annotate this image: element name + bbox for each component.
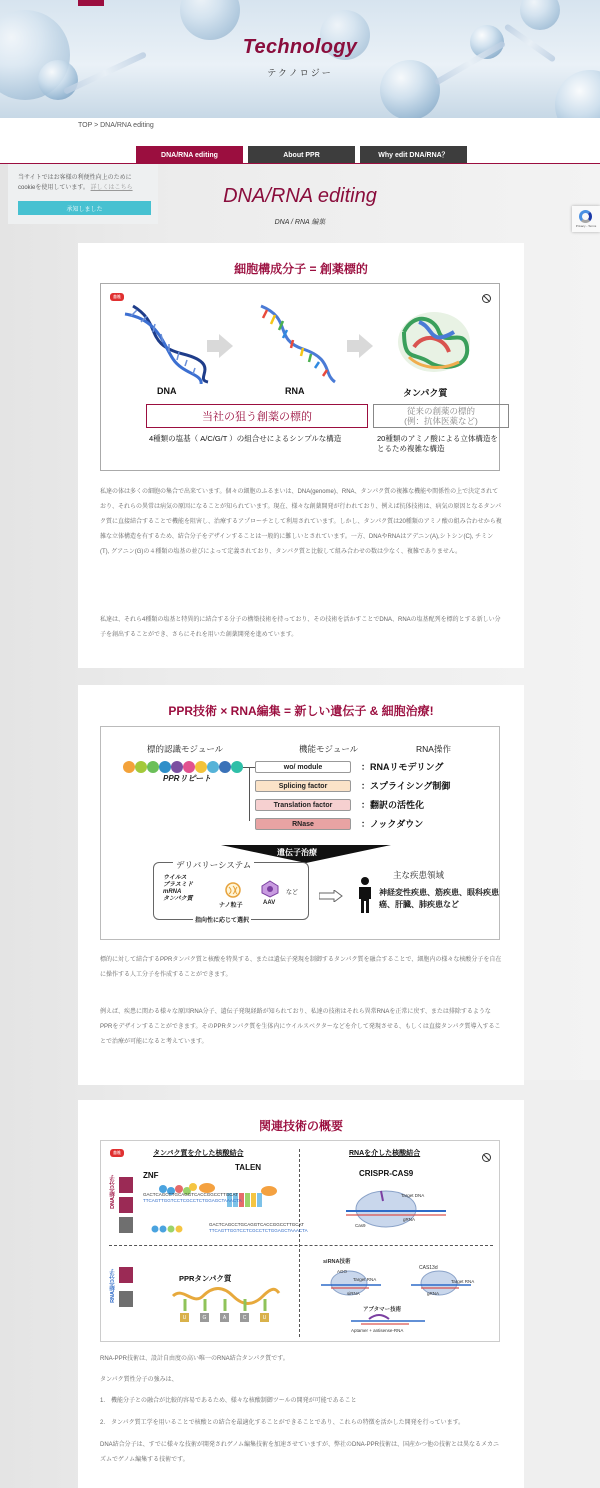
module-translation: Translation factor — [255, 799, 351, 811]
disease-list: 神経変性疾患、筋疾患、眼科疾患 癌、肝臓、肺疾患など — [379, 888, 499, 909]
label-protein-mediated: タンパク質を介した核酸結合 — [153, 1150, 244, 1157]
label-ppr-repeat: PPRリピート — [163, 774, 212, 783]
tab-why-edit[interactable]: Why edit DNA/RNA？ — [360, 146, 467, 164]
label-sirna: siRNA — [347, 1291, 360, 1296]
result-remodeling: ：RNAリモデリング — [361, 762, 444, 772]
tab-bar — [136, 146, 467, 164]
module-rnase: RNase — [255, 818, 351, 830]
figure-drug-targets — [100, 283, 500, 471]
label-target-rna-1: Target RNA — [353, 1277, 377, 1282]
delivery-virus-list: ウイルス プラスミド mRNA タンパク質 — [163, 875, 193, 902]
recaptcha-text[interactable]: Privacy - Terms — [575, 224, 597, 228]
product-box-image — [119, 1197, 133, 1213]
card1-paragraph-2: 私達は、それら4種類の塩基と特異的に結合する分子の構築技術を持っており、その技術を活かすことでDNA、RNAの塩基配列を標的とする新しい分子を創出することができ、さらにそれを用いた創薬開発を進めています。 — [100, 617, 501, 638]
label-rna-mediated: RNAを介した核酸結合 — [349, 1150, 421, 1157]
dna-sequence-1: GACTCAGCCTGCAGGTCACCGGCCTTGCAT — [143, 1192, 238, 1197]
label-aav: AAV — [263, 900, 276, 906]
result-translation: ：翻訳の活性化 — [361, 800, 425, 810]
arrow-icon — [359, 334, 373, 358]
dna-sequence-2: TTCAGTTGGTCCTCGCCTCTGGAGCTAAACTA — [143, 1198, 242, 1203]
molecule-image — [520, 0, 560, 30]
hero-banner — [0, 0, 600, 118]
label-dna: DNA — [157, 386, 177, 396]
tab-about-ppr[interactable]: About PPR — [248, 146, 355, 164]
hero-accent — [78, 0, 104, 6]
label-disease-areas: 主な疾患領域 — [393, 870, 445, 880]
rna-strand-image — [253, 304, 343, 384]
dna-sequence-3: GACTCAGCCTGCAGGTCACCGGCCTTGCAT — [209, 1222, 304, 1227]
ppr-repeat-bead — [183, 761, 195, 773]
card2-paragraph-1: 標的に対して結合するPPRタンパク質と核酸を特異する、または遺伝子発現を制御するタンパク質を融合することで、細胞内の様々な核酸分子を自在に操作する人工分子を作成することができます。 — [100, 957, 502, 978]
label-function-module: 機能モジュール — [299, 744, 359, 754]
ppr-repeat-bead — [123, 761, 135, 773]
ppr-repeat-bead — [171, 761, 183, 773]
figure-tag: 自社 — [110, 1149, 124, 1157]
base-a: A — [220, 1313, 229, 1322]
base-c: C — [240, 1313, 249, 1322]
ppr-repeat-bead — [219, 761, 231, 773]
cookie-text: 当サイトではお客様の利便性向上のために cookieを使用しています。 詳しくはこちら — [18, 175, 133, 191]
base-u2: U — [260, 1313, 269, 1322]
label-rna: RNA — [285, 386, 305, 396]
ppr-repeat-bead — [231, 761, 243, 773]
protein-structure-image — [389, 302, 479, 382]
hero-title: Technology — [242, 36, 358, 58]
figure-tag: 自社 — [110, 293, 124, 301]
divider-vertical — [299, 1149, 300, 1337]
label-cas13d: CAS13d — [419, 1265, 438, 1271]
label-protein: タンパク質 — [403, 388, 448, 398]
label-dna-binding: DNA結合分子 — [110, 1175, 116, 1209]
arrow-right-icon — [319, 890, 343, 902]
module-splicing: Splicing factor — [255, 780, 351, 792]
label-cas9: Cas9 — [355, 1223, 366, 1228]
label-select-by-direction: 指向性に応じて選択 — [193, 915, 251, 924]
card3-heading: 関連技術の概要 — [258, 1119, 343, 1133]
figure-related-tech — [100, 1140, 500, 1342]
breadcrumb[interactable] — [78, 122, 154, 129]
ppr-repeat-bead — [207, 761, 219, 773]
label-ago: AGO — [337, 1269, 348, 1274]
card3-paragraph-4: 2. タンパク質工学を用いることで核酸との結合を最適化することができることであり、これらの特徴を活かした開発を行っています。 — [100, 1420, 465, 1426]
connector-line — [249, 767, 250, 821]
tab-dna-rna-editing[interactable]: DNA/RNA editing — [136, 146, 243, 164]
aptamer-diagram — [349, 1311, 429, 1327]
label-delivery-system: デリバリーシステム — [173, 859, 254, 871]
breadcrumb-text[interactable]: TOP > DNA/RNA editing — [78, 122, 154, 129]
card3-paragraph-2: タンパク質性分子の強みは、 — [100, 1377, 178, 1383]
ppr-repeat-bead — [159, 761, 171, 773]
result-splicing: ：スプライシング制御 — [361, 781, 451, 791]
ppr-protein-diagram — [171, 1281, 281, 1311]
figure-ppr-modules — [100, 726, 500, 940]
arrow-icon — [219, 334, 233, 358]
result-knockdown: ：ノックダウン — [361, 819, 424, 829]
dna-helix-image — [123, 304, 213, 384]
ppr-repeat-bead — [195, 761, 207, 773]
label-target-dna: Target DNA — [401, 1193, 425, 1198]
hero-subtitle: テクノロジー — [267, 68, 333, 78]
label-ppr-protein: PPRタンパク質 — [179, 1274, 232, 1283]
our-target-box: 当社の狙う創薬の標的 — [146, 404, 368, 428]
card2-heading: PPR技術 × RNA編集 = 新しい遺伝子 & 細胞治療! — [168, 704, 434, 718]
card3-paragraph-3: 1. 機能分子との融合が比較的容易であるため、様々な核酸制御ツールの開発が可能であること — [100, 1398, 357, 1404]
divider-horizontal — [109, 1245, 493, 1246]
label-grna: gRNA — [403, 1217, 416, 1222]
recaptcha-badge[interactable] — [572, 206, 600, 232]
card-ppr-technology — [78, 685, 524, 1085]
product-box-image — [119, 1291, 133, 1307]
label-recognition-module: 標的認識モジュール — [147, 744, 224, 754]
cookie-banner — [8, 164, 158, 224]
card2-paragraph-2: 例えば、疾患に関わる様々な原因RNA分子、遺伝子発現経路が知られており、私達の技術はそれら異常RNAを正常に戻す、または排除するようなPPRをデザインすることができます。そのPPRタンパク質を生体内にウイルスベクターなどを介して発現させる、もしくは直接タンパク質導入することで治療が可能になると考えています。 — [100, 1009, 501, 1045]
base-g: G — [200, 1313, 209, 1322]
label-nanoparticle: ナノ粒子 — [219, 903, 243, 909]
base-u: U — [180, 1313, 189, 1322]
no-copy-icon — [482, 1153, 491, 1162]
card-drug-targets — [78, 243, 524, 668]
card1-paragraph-1: 私達の体は多くの細胞の集合で出来ています。個々の細胞のふるまいは、DNA(genome)、RNA、タンパク質の複雑な機能や関係性の上で決定されており、それらの異常は病気の原因になることが知られています。現在、様々な創薬開発が行われており、例えば抗体技術は、病気の原因となるタンパク質に直接結合することで機能を阻害し、治療するアプローチとして利用されています。しかし、タンパク質は20種類のアミノ酸の組み合わせから複雑な立体構造を有するため、結合分子をデザインすることは一般的に難しいとされています。一方、DNAやRNAはアデニン(A),シトシン(C), チミン(T), グアニン(G)の４種類の塩基の並びによって定義されており、タンパク質と比較して組み合わせの数は少なく、複雑でありません。 — [100, 489, 502, 555]
recaptcha-icon — [579, 210, 592, 223]
caption-protein: 20種類のアミノ酸による立体構造を とるため複雑な構造 — [377, 434, 498, 453]
caption-dna-rna: 4種類の塩基（ A/C/G/T ）の組合せによるシンプルな構造 — [149, 434, 342, 443]
label-rna-operation: RNA操作 — [416, 744, 451, 754]
label-grna-2: gRNA — [427, 1291, 440, 1296]
dna-sequence-4: TTCAGTTGGTCCTCGCCTCTGGAGCTAAACTA — [209, 1228, 308, 1233]
molecule-image — [180, 0, 240, 40]
no-copy-icon — [482, 294, 491, 303]
cookie-accept-button[interactable]: 承知しました — [18, 201, 151, 215]
label-aptamer-note: Aptamer + antisense-RNA — [351, 1328, 404, 1333]
person-icon — [357, 877, 373, 913]
page-subtitle: DNA / RNA 編集 — [274, 219, 326, 226]
product-box-image — [119, 1177, 133, 1193]
label-crispr: CRISPR-CAS9 — [359, 1169, 414, 1178]
card1-heading: 細胞構成分子 = 創薬標的 — [234, 262, 368, 276]
conventional-target-box: 従来の創薬の標的 (例：抗体医薬など) — [373, 404, 509, 428]
label-etc: など — [286, 890, 299, 896]
label-gene-therapy: 遺伝子治療 — [277, 848, 317, 857]
label-target-rna-2: Target RNA — [451, 1279, 475, 1284]
ppr-repeat-bead — [135, 761, 147, 773]
page-title: DNA/RNA editing — [223, 185, 377, 207]
label-talen: TALEN — [235, 1163, 262, 1172]
module-wo: wo/ module — [255, 761, 351, 773]
nanoparticle-icon — [225, 882, 241, 898]
label-rna-binding: RNA結合分子 — [110, 1269, 116, 1303]
card3-paragraph-5: DNA結合分子は、すでに様々な技術が開発されゲノム編集技術を加速させていますが、弊社のDNA-PPR技術は、国産かつ他の技術とは異なるメカニズムでゲノム編集する技術です。 — [100, 1442, 500, 1463]
ppr-repeat-bead — [147, 761, 159, 773]
product-box-image — [119, 1267, 133, 1283]
product-box-image — [119, 1217, 133, 1233]
label-aptamer-tech: アプタマー技術 — [363, 1307, 402, 1313]
card3-paragraph-1: RNA-PPR技術は、設計自由度の高い唯一のRNA結合タンパク質です。 — [100, 1356, 289, 1362]
cookie-details-link[interactable]: 詳しくはこちら — [90, 185, 133, 191]
label-znf: ZNF — [143, 1171, 159, 1180]
aav-icon — [261, 880, 279, 898]
card-related-technology — [78, 1100, 524, 1488]
label-sirna-tech: siRNA技術 — [323, 1259, 351, 1265]
